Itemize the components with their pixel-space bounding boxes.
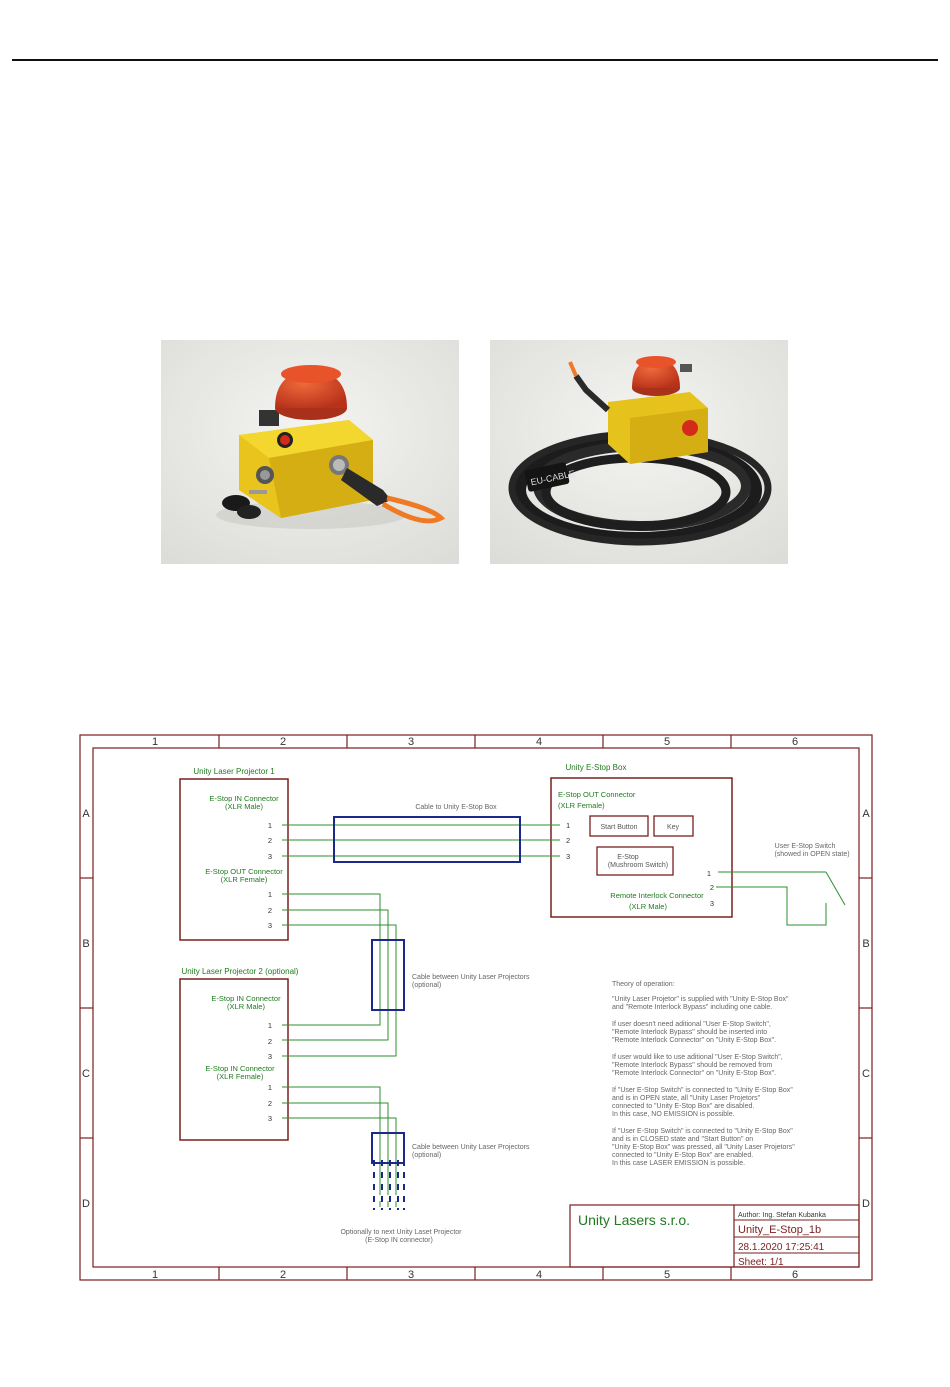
- svg-text:Theory of operation:: Theory of operation:: [612, 981, 675, 988]
- company-name: Unity Lasers s.r.o.: [578, 1212, 691, 1228]
- svg-text:Cable to Unity E-Stop Box: Cable to Unity E-Stop Box: [415, 804, 497, 811]
- svg-text:C: C: [862, 1068, 870, 1080]
- svg-text:1: 1: [267, 1083, 272, 1092]
- svg-text:(XLR Male): (XLR Male): [225, 802, 263, 811]
- svg-text:"Remote Interlock Connector" o: "Remote Interlock Connector" on "Unity E-Stop Box".: [612, 1070, 777, 1077]
- svg-text:(XLR Male): (XLR Male): [629, 902, 667, 911]
- svg-text:connected to "Unity E-Stop Box: connected to "Unity E-Stop Box" are enabled.: [612, 1152, 754, 1159]
- svg-text:2: 2: [709, 883, 714, 892]
- svg-text:1: 1: [706, 869, 711, 878]
- drawing-date: 28.1.2020 17:25:41: [738, 1242, 825, 1253]
- svg-text:B: B: [862, 938, 870, 950]
- svg-text:"Remote Interlock Bypass" shou: "Remote Interlock Bypass" should be inserted into: [612, 1029, 768, 1036]
- svg-text:User E-Stop Switch: User E-Stop Switch: [774, 843, 836, 850]
- svg-text:In this case LASER EMISSION is: In this case LASER EMISSION is possible.: [612, 1160, 746, 1167]
- svg-text:3: 3: [407, 1269, 415, 1281]
- projector-2: [180, 967, 299, 1140]
- svg-text:connected to "Unity E-Stop Box: connected to "Unity E-Stop Box" are disabled.: [612, 1103, 755, 1110]
- svg-text:5: 5: [663, 736, 671, 748]
- start-button-label: Start Button: [600, 824, 638, 831]
- svg-text:(Mushroom Switch): (Mushroom Switch): [607, 862, 669, 869]
- svg-text:2: 2: [267, 1037, 272, 1046]
- svg-text:6: 6: [791, 736, 799, 748]
- svg-text:A: A: [82, 808, 90, 820]
- svg-text:C: C: [82, 1068, 90, 1080]
- svg-text:(showed in OPEN state): (showed in OPEN state): [774, 851, 850, 858]
- svg-text:If user doesn't need aditional: If user doesn't need aditional "User E-Stop Switch",: [612, 1021, 771, 1028]
- svg-text:Optionally to next Unity Laset: Optionally to next Unity Laset Projector: [340, 1229, 462, 1236]
- svg-text:1: 1: [267, 1021, 272, 1030]
- title-block: [570, 1205, 859, 1268]
- cable-dashes: [374, 1160, 404, 1210]
- svg-text:(optional): (optional): [412, 1152, 442, 1159]
- svg-text:3: 3: [267, 852, 272, 861]
- svg-text:(E-Stop IN connector): (E-Stop IN connector): [365, 1237, 433, 1244]
- svg-text:D: D: [82, 1198, 90, 1210]
- svg-text:6: 6: [791, 1269, 799, 1281]
- svg-text:(XLR Male): (XLR Male): [227, 1002, 265, 1011]
- svg-text:(XLR Female): (XLR Female): [220, 875, 268, 884]
- projector-1-title: Unity Laser Projector 1: [193, 767, 275, 776]
- svg-text:(optional): (optional): [412, 982, 442, 989]
- svg-text:If "User E-Stop Switch" is con: If "User E-Stop Switch" is connected to "Unity E-Stop Box": [612, 1087, 793, 1094]
- svg-text:3: 3: [709, 899, 714, 908]
- svg-text:2: 2: [279, 736, 287, 748]
- svg-text:and "Remote Interlock Bypass": and "Remote Interlock Bypass" including one cable.: [612, 1004, 773, 1011]
- svg-text:In this case, NO EMISSION is p: In this case, NO EMISSION is possible.: [612, 1111, 735, 1118]
- projector-1: [180, 767, 288, 940]
- svg-text:E-Stop OUT Connector: E-Stop OUT Connector: [558, 790, 636, 799]
- svg-text:2: 2: [267, 906, 272, 915]
- key-label: Key: [666, 824, 680, 831]
- svg-text:2: 2: [267, 1099, 272, 1108]
- svg-text:1: 1: [151, 736, 159, 748]
- svg-text:"Unity E-Stop Box" was pressed: "Unity E-Stop Box" was pressed, all "Unity Laser Projetors": [612, 1144, 795, 1151]
- svg-text:4: 4: [535, 1269, 543, 1281]
- svg-text:2: 2: [566, 836, 571, 845]
- svg-text:"Remote Interlock Bypass" shou: "Remote Interlock Bypass" should be removed from: [612, 1062, 773, 1069]
- svg-text:3: 3: [566, 852, 571, 861]
- svg-text:4: 4: [535, 736, 543, 748]
- svg-text:(XLR Female): (XLR Female): [216, 1072, 264, 1081]
- svg-text:2: 2: [267, 836, 272, 845]
- svg-text:"Unity Laser Projetor" is supp: "Unity Laser Projetor" is supplied with "Unity E-Stop Box": [612, 996, 789, 1003]
- svg-text:3: 3: [267, 1114, 272, 1123]
- svg-text:Remote Interlock Connector: Remote Interlock Connector: [610, 891, 704, 900]
- svg-text:"Remote Interlock Connector" o: "Remote Interlock Connector" on "Unity E-Stop Box".: [612, 1037, 777, 1044]
- svg-text:Cable between Unity Laser Proj: Cable between Unity Laser Projectors: [412, 1144, 530, 1151]
- drawing-name: Unity_E-Stop_1b: [738, 1224, 822, 1236]
- svg-text:and is in CLOSED state and "St: and is in CLOSED state and "Start Button" on: [612, 1136, 754, 1143]
- svg-text:3: 3: [267, 921, 272, 930]
- svg-text:1: 1: [566, 821, 571, 830]
- svg-text:3: 3: [267, 1052, 272, 1061]
- svg-text:(XLR Female): (XLR Female): [558, 801, 605, 810]
- svg-text:E-Stop IN Connector: E-Stop IN Connector: [211, 994, 281, 1003]
- svg-text:1: 1: [267, 821, 272, 830]
- cable-print-label: EU-CABLE: [529, 468, 576, 488]
- svg-text:E-Stop IN Connector: E-Stop IN Connector: [209, 794, 279, 803]
- svg-text:5: 5: [663, 1269, 671, 1281]
- svg-text:and is in OPEN state, all "Uni: and is in OPEN state, all "Unity Laser Projetors": [612, 1095, 761, 1102]
- theory-of-operation: [612, 981, 795, 1167]
- svg-text:If "User E-Stop Switch" is con: If "User E-Stop Switch" is connected to "Unity E-Stop Box": [612, 1128, 793, 1135]
- svg-text:Cable between Unity Laser Proj: Cable between Unity Laser Projectors: [412, 974, 530, 981]
- estop-box: [551, 763, 732, 917]
- svg-text:D: D: [862, 1198, 870, 1210]
- svg-text:3: 3: [407, 736, 415, 748]
- svg-text:B: B: [82, 938, 90, 950]
- svg-text:E-Stop: E-Stop: [617, 854, 639, 861]
- svg-text:If user would like to use adit: If user would like to use aditional "User E-Stop Switch",: [612, 1054, 783, 1061]
- estop-box-title: Unity E-Stop Box: [565, 763, 627, 772]
- projector-2-title: Unity Laser Projector 2 (optional): [181, 967, 299, 976]
- svg-text:E-Stop OUT Connector: E-Stop OUT Connector: [205, 867, 283, 876]
- svg-text:E-Stop IN Connector: E-Stop IN Connector: [205, 1064, 275, 1073]
- svg-text:A: A: [862, 808, 870, 820]
- svg-text:2: 2: [279, 1269, 287, 1281]
- sheet-number: Sheet: 1/1: [738, 1257, 784, 1268]
- cable-labels: [340, 804, 849, 1244]
- svg-text:1: 1: [151, 1269, 159, 1281]
- author: Author: Ing. Stefan Kubanka: [738, 1212, 826, 1219]
- svg-text:1: 1: [267, 890, 272, 899]
